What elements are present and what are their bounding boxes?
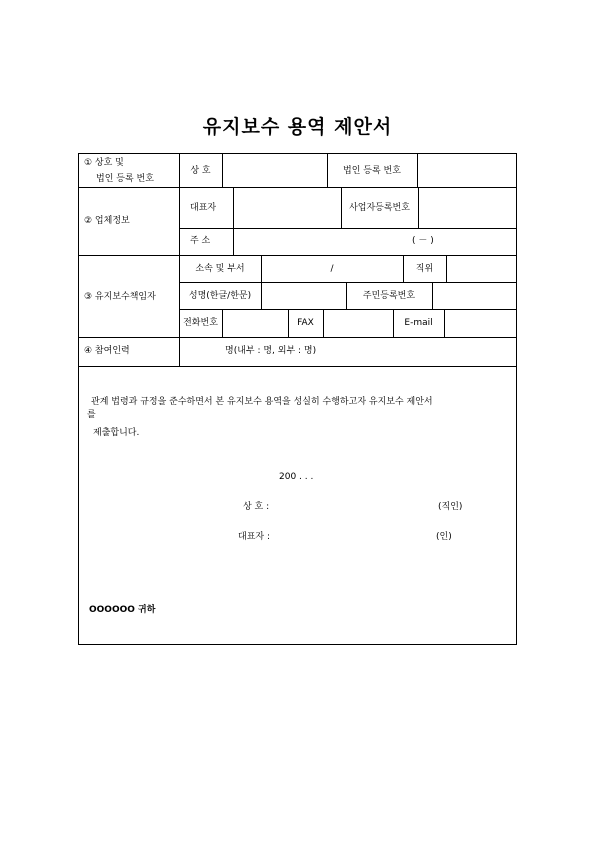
statement-line2: 제출합니다. (93, 428, 140, 438)
ceo-seal: (인) (436, 532, 452, 542)
resident-no-label: 주민등록번호 (362, 291, 416, 301)
section-label-company-sub: 법인 등록 번호 (96, 174, 154, 184)
dept-label: 소속 및 부서 (195, 264, 245, 274)
email-label: E-mail (404, 318, 433, 328)
company-name-field[interactable] (223, 154, 326, 186)
company-seal: (직인) (438, 502, 463, 512)
phone-label: 전화번호 (183, 318, 218, 328)
email-field[interactable] (445, 310, 516, 336)
section-label-staff: ④ 참여인력 (84, 346, 130, 356)
statement-line1: 관계 법령과 규정을 준수하면서 본 유지보수 용역을 성실히 수행하고자 유지보수 제안서 (91, 397, 433, 407)
position-field[interactable] (447, 256, 516, 281)
fax-field[interactable] (324, 310, 392, 336)
page-title: 유지보수 용역 제안서 (202, 116, 393, 138)
statement-line1-wrap: 를 (87, 410, 96, 420)
section-label-business: ② 업체정보 (84, 216, 130, 226)
section-label-manager: ③ 유지보수책임자 (84, 292, 156, 302)
dept-separator[interactable]: / (330, 264, 334, 274)
company-name-label: 상 호 (190, 166, 211, 176)
position-label: 직위 (415, 264, 434, 274)
recipient: OOOOOO 귀하 (89, 605, 156, 615)
column-divider (179, 153, 180, 366)
date-line[interactable]: 200 . . . (279, 472, 314, 482)
row-divider (78, 337, 517, 338)
manager-name-field[interactable] (262, 283, 345, 308)
manager-name-label: 성명(한글/한문) (188, 291, 252, 301)
address-label: 주 소 (190, 236, 211, 246)
row-divider (179, 228, 517, 229)
staff-count[interactable]: 명(내부 : 명, 외부 : 명) (225, 346, 317, 356)
biz-reg-no-label: 사업자등록번호 (349, 203, 410, 213)
resident-no-field[interactable] (433, 283, 516, 308)
biz-reg-no-field[interactable] (419, 188, 516, 227)
phone-field[interactable] (223, 310, 287, 336)
section-label-company: ① 상호 및 (84, 158, 124, 168)
address-zip[interactable]: ( － ) (412, 236, 434, 246)
signer-company-label: 상 호 : (243, 502, 270, 512)
signer-ceo-label: 대표자 : (238, 532, 270, 542)
corp-reg-no-field[interactable] (418, 154, 516, 186)
ceo-field[interactable] (234, 188, 340, 227)
row-divider (78, 366, 517, 367)
corp-reg-no-label: 법인 등록 번호 (343, 166, 401, 176)
ceo-label: 대표자 (190, 203, 217, 213)
fax-label: FAX (297, 318, 314, 328)
